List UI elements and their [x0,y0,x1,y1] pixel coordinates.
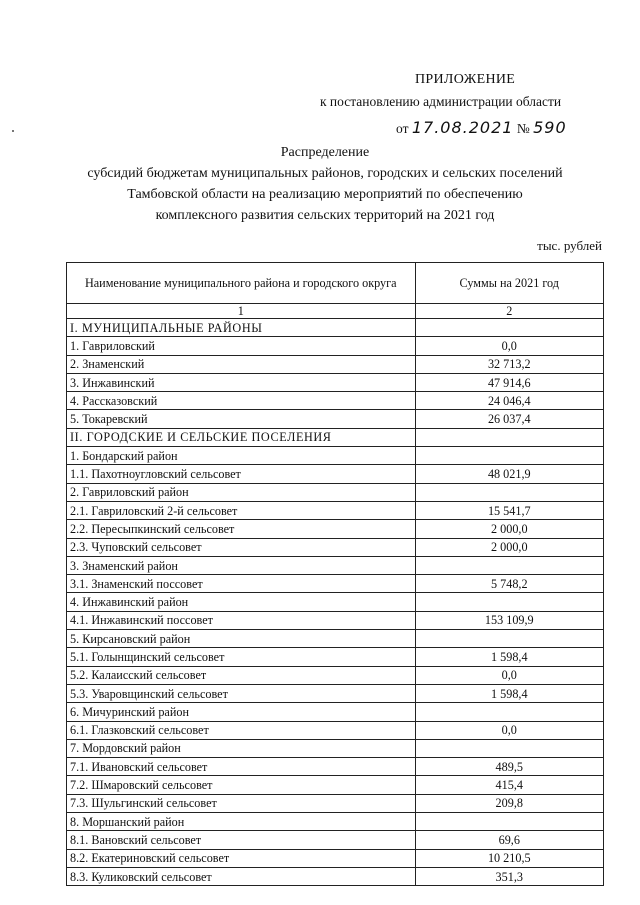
row-amount: 1 598,4 [415,684,603,702]
row-amount [415,483,603,501]
table-body [67,319,604,886]
row-amount: 0,0 [415,666,603,684]
row-amount: 48 021,9 [415,465,603,483]
table-row [67,355,604,373]
table-row [67,501,604,519]
column-header-amount: Суммы на 2021 год [415,263,603,304]
table-header-row [67,263,604,304]
row-name: 5.2. Калаисский сельсовет [67,666,416,684]
table-row [67,831,604,849]
table-row [67,849,604,867]
row-name: 6. Мичуринский район [67,703,416,721]
table-row [67,392,604,410]
row-name: 2.2. Пересыпкинский сельсовет [67,520,416,538]
table-row [67,465,604,483]
table-row [67,684,604,702]
table-row [67,813,604,831]
row-name: 3.1. Знаменский поссовет [67,575,416,593]
row-amount: 351,3 [415,867,603,885]
table-row [67,630,604,648]
row-amount: 69,6 [415,831,603,849]
table-row [67,373,604,391]
row-name: 1.1. Пахотноугловский сельсовет [67,465,416,483]
row-name: 6.1. Глазковский сельсовет [67,721,416,739]
row-amount [415,703,603,721]
title-line-3: Тамбовской области на реализацию мероприятий по обеспечению [127,187,523,202]
row-amount: 2 000,0 [415,520,603,538]
row-name: II. ГОРОДСКИЕ И СЕЛЬСКИЕ ПОСЕЛЕНИЯ [67,428,416,446]
row-name: 7. Мордовский район [67,739,416,757]
row-name: 8.3. Куликовский сельсовет [67,867,416,885]
margin-dot [12,130,14,132]
row-amount: 10 210,5 [415,849,603,867]
row-amount [415,630,603,648]
table-row [67,556,604,574]
row-name: 5.1. Голынщинский сельсовет [67,648,416,666]
row-amount: 0,0 [415,721,603,739]
row-name: I. МУНИЦИПАЛЬНЫЕ РАЙОНЫ [67,319,416,337]
subsidy-table [66,262,604,886]
row-name: 8. Моршанский район [67,813,416,831]
row-amount [415,319,603,337]
row-amount [415,813,603,831]
row-amount: 32 713,2 [415,355,603,373]
resolution-reference: к постановлению администрации области [320,94,562,109]
row-name: 2. Гавриловский район [67,483,416,501]
row-amount [415,556,603,574]
table-row [67,739,604,757]
table-row [67,337,604,355]
row-amount: 47 914,6 [415,373,603,391]
table-row [67,538,604,556]
table-row [67,648,604,666]
row-amount: 489,5 [415,758,603,776]
table-row [67,758,604,776]
table-row [67,666,604,684]
row-name: 1. Гавриловский [67,337,416,355]
row-amount: 5 748,2 [415,575,603,593]
row-name: 2.3. Чуповский сельсовет [67,538,416,556]
row-name: 5. Токаревский [67,410,416,428]
column-header-name: Наименование муниципального района и городского округа [67,263,416,304]
row-name: 4.1. Инжавинский поссовет [67,611,416,629]
table-row [67,867,604,885]
handwritten-date: 17.08.2021 [411,118,514,137]
row-amount [415,428,603,446]
table-row [67,794,604,812]
table-row [67,447,604,465]
row-amount: 2 000,0 [415,538,603,556]
table-row [67,319,604,337]
resolution-date-line [396,118,567,137]
table-row [67,611,604,629]
row-name: 8.1. Вановский сельсовет [67,831,416,849]
row-amount: 0,0 [415,337,603,355]
row-name: 1. Бондарский район [67,447,416,465]
date-prefix: от [396,121,409,136]
row-amount [415,447,603,465]
table-row [67,520,604,538]
table-row [67,593,604,611]
row-name: 7.3. Шульгинский сельсовет [67,794,416,812]
row-amount: 15 541,7 [415,501,603,519]
row-amount [415,593,603,611]
row-name: 3. Инжавинский [67,373,416,391]
table-row [67,410,604,428]
table-row [67,575,604,593]
column-number-row [67,304,604,319]
row-amount: 24 046,4 [415,392,603,410]
title-line-4: комплексного развития сельских территорий на 2021 год [155,208,495,223]
row-name: 5.3. Уваровщинский сельсовет [67,684,416,702]
handwritten-number: 590 [533,118,567,137]
table-row [67,703,604,721]
row-amount [415,739,603,757]
row-name: 7.1. Ивановский сельсовет [67,758,416,776]
row-amount: 415,4 [415,776,603,794]
units-label: тыс. рублей [537,238,602,253]
row-amount: 26 037,4 [415,410,603,428]
row-amount: 1 598,4 [415,648,603,666]
table-row [67,776,604,794]
row-name: 5. Кирсановский район [67,630,416,648]
row-name: 4. Рассказовский [67,392,416,410]
row-name: 2. Знаменский [67,355,416,373]
table-row [67,428,604,446]
row-name: 3. Знаменский район [67,556,416,574]
row-amount: 153 109,9 [415,611,603,629]
document-title [40,142,610,226]
number-sign: № [516,121,530,136]
row-name: 8.2. Екатериновский сельсовет [67,849,416,867]
appendix-heading: ПРИЛОЖЕНИЕ [415,72,516,87]
row-name: 4. Инжавинский район [67,593,416,611]
column-number-2: 2 [415,304,603,319]
row-name: 7.2. Шмаровский сельсовет [67,776,416,794]
table-row [67,483,604,501]
table-row [67,721,604,739]
row-name: 2.1. Гавриловский 2-й сельсовет [67,501,416,519]
title-line-2: субсидий бюджетам муниципальных районов, городских и сельских поселений [87,166,563,181]
title-line-1: Распределение [280,145,370,160]
column-number-1: 1 [67,304,416,319]
row-amount: 209,8 [415,794,603,812]
